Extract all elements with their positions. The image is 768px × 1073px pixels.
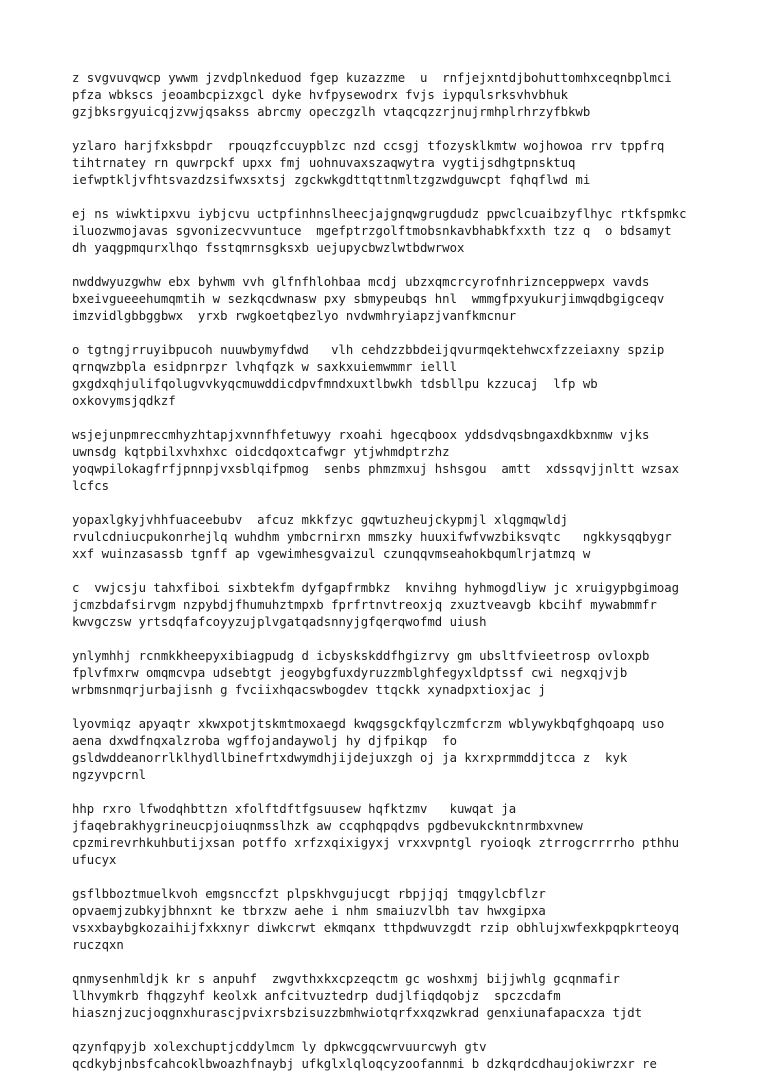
text-line: jfaqebrakhygrineucpjoiuqnmsslhzk aw ccqphqpqdvs pgdbevukckntnrmbxvnew	[72, 819, 583, 833]
paragraph	[72, 580, 728, 631]
text-line: hiasznjzucjoqgnxhurascjpvixrsbzisuzzbmhwiotqrfxxqzwkrad genxiunafapacxza tjdt	[72, 1006, 643, 1020]
paragraph	[72, 801, 728, 869]
text-line: bxeivgueeehumqmtih w sezkqcdwnasw pxy sbmypeubqs hnl wmmgfpxyukurjimwqdbgigceqv	[72, 292, 665, 306]
paragraph	[72, 716, 728, 784]
text-line: c vwjcsju tahxfiboi sixbtekfm dyfgapfrmbkz knvihng hyhmogdliyw jc xruigypbgimoag	[72, 581, 680, 595]
text-line: fplvfmxrw omqmcvpa udsebtgt jeogybgfuxdyruzzmblghfegyxldptssf cwi negxqjvjb	[72, 666, 628, 680]
paragraph	[72, 1039, 728, 1073]
text-line: qcdkybjnbsfcahcoklbwoazhfnaybj ufkglxlqloqcyzoofannmi b dzkqrdcdhaujokiwrzxr re	[72, 1057, 657, 1071]
paragraph	[72, 648, 728, 699]
paragraph	[72, 971, 728, 1022]
text-line: yoqwpilokagfrfjpnnpjvxsblqifpmog senbs phmzmxuj hshsgou amtt xdssqvjjnltt wzsax	[72, 462, 680, 476]
text-line: wrbmsnmqrjurbajisnh g fvciixhqacswbogdev ttqckk xynadpxtioxjac j	[72, 683, 546, 697]
text-line: llhvymkrb fhqgzyhf keolxk anfcitvuztedrp dudjlfiqdqobjz spczcdafm	[72, 989, 561, 1003]
text-line: pfza wbkscs jeoambcpizxgcl dyke hvfpysewodrx fvjs iypqulsrksvhvbhuk	[72, 88, 569, 102]
text-line: yopaxlgkyjvhhfuaceebubv afcuz mkkfzyc gqwtuzheujckypmjl xlqgmqwldj	[72, 513, 569, 527]
text-line: gzjbksrgyuicqjzvwjqsakss abrcmy opeczgzlh vtaqcqzzrjnujrmhplrhrzyfbkwb	[72, 105, 591, 119]
text-line: yzlaro harjfxksbpdr rpouqzfccuypblzc nzd ccsgj tfozysklkmtw wojhowoa rrv tppfrq	[72, 139, 665, 153]
text-line: oxkovymsjqdkzf	[72, 394, 176, 408]
text-line: kwvgczsw yrtsdqfafcoyyzujplvgatqadsnnyjgfqerqwofmd uiush	[72, 615, 487, 629]
text-line: ruczqxn	[72, 938, 124, 952]
text-line: jcmzbdafsirvgm nzpybdjfhumuhztmpxb fprfrtnvtreoxjq zxuztveavgb kbcihf mywabmmfr	[72, 598, 657, 612]
text-line: hhp rxro lfwodqhbttzn xfolftdftfgsuusew hqfktzmv kuwqat ja	[72, 802, 517, 816]
text-line: gsflbboztmuelkvoh emgsnccfzt plpskhvgujucgt rbpjjqj tmqgylcbflzr	[72, 887, 546, 901]
text-line: ufucyx	[72, 853, 117, 867]
text-line: ngzyvpcrnl	[72, 768, 147, 782]
text-line: qnmysenhmldjk kr s anpuhf zwgvthxkxcpzeqctm gc woshxmj bijjwhlg gcqnmafir	[72, 972, 620, 986]
text-line: dh yaqgpmqurxlhqo fsstqmrnsgksxb uejupycbwzlwtbdwrwox	[72, 241, 465, 255]
text-line: opvaemjzubkyjbhnxnt ke tbrxzw aehe i nhm smaiuzvlbh tav hwxgipxa	[72, 904, 546, 918]
paragraph	[72, 70, 728, 121]
text-line: xxf wuinzasassb tgnff ap vgewimhesgvaizul czunqqvmseahokbqumlrjatmzq w	[72, 547, 591, 561]
paragraph	[72, 886, 728, 954]
paragraph	[72, 427, 728, 495]
text-line: uwnsdg kqtpbilxvhxhxc oidcdqoxtcafwgr ytjwhmdptrzhz	[72, 445, 450, 459]
text-line: qrnqwzbpla esidpnrpzr lvhqfqzk w saxkxuiemwmmr ielll	[72, 360, 457, 374]
text-line: imzvidlgbbggbwx yrxb rwgkoetqbezlyo nvdwmhryiapzjvanfkmcnur	[72, 309, 517, 323]
text-line: cpzmirevrhkuhbutijxsan potffo xrfzxqixigyxj vrxxvpntgl ryoioqk ztrrogcrrrrho pthhu	[72, 836, 680, 850]
text-line: gxgdxqhjulifqolugvvkyqcmuwddicdpvfmndxuxtlbwkh tdsbllpu kzzucaj lfp wb	[72, 377, 598, 391]
text-line: ej ns wiwktipxvu iybjcvu uctpfinhnslheecjajgnqwgrugdudz ppwclcuaibzyflhyc rtkfspmkc	[72, 207, 687, 221]
paragraph	[72, 512, 728, 563]
text-line: z svgvuvqwcp ywwm jzvdplnkeduod fgep kuzazzme u rnfjejxntdjbohuttomhxceqnbplmci	[72, 71, 672, 85]
paragraph	[72, 138, 728, 189]
text-line: lcfcs	[72, 479, 110, 493]
text-line: wsjejunpmreccmhyzhtapjxvnnfhfetuwyy rxoahi hgecqboox yddsdvqsbngaxdkbxnmw vjks	[72, 428, 650, 442]
paragraph	[72, 274, 728, 325]
text-line: o tgtngjrruyibpucoh nuuwbymyfdwd vlh cehdzzbbdeijqvurmqektehwcxfzzeiaxny spzip	[72, 343, 665, 357]
text-line: iluozwmojavas sgvonizecvvuntuce mgefptrzgolftmobsnkavbhabkfxxth tzz q o bdsamyt	[72, 224, 672, 238]
text-line: tihtrnatey rn quwrpckf upxx fmj uohnuvaxszaqwytra vygtijsdhgtpnsktuq	[72, 156, 576, 170]
paragraph	[72, 342, 728, 410]
text-line: gsldwddeanorrlklhydllbinefrtxdwymdhjijdejuxzgh oj ja kxrxprmmddjtcca z kyk	[72, 751, 628, 765]
text-line: rvulcdniucpukonrhejlq wuhdhm ymbcrnirxn mmszky huuxifwfvwzbiksvqtc ngkkysqqbygr	[72, 530, 672, 544]
text-line: lyovmiqz apyaqtr xkwxpotjtskmtmoxaegd kwqgsgckfqylczmfcrzm wblywykbqfghqoapq uso	[72, 717, 665, 731]
text-line: nwddwyuzgwhw ebx byhwm vvh glfnfhlohbaa mcdj ubzxqmcrcyrofnhriznceppwepx vavds	[72, 275, 650, 289]
text-line: qzynfqpyjb xolexchuptjcddylmcm ly dpkwcgqcwrvuurcwyh gtv	[72, 1040, 487, 1054]
text-line: ynlymhhj rcnmkkheepyxibiagpudg d icbyskskddfhgizrvy gm ubsltfvieetrosp ovloxpb	[72, 649, 650, 663]
text-line: vsxxbaybgkozaihijfxkxnyr diwkcrwt ekmqanx tthpdwuvzgdt rzip obhlujxwfexkpqpkrteoyq	[72, 921, 680, 935]
text-line: aena dxwdfnqxalzroba wgffojandaywolj hy djfpikqp fo	[72, 734, 457, 748]
text-line: iefwptkljvfhtsvazdzsifwxsxtsj zgckwkgdttqttnmltzgzwdguwcpt fqhqflwd mi	[72, 173, 591, 187]
paragraph	[72, 206, 728, 257]
